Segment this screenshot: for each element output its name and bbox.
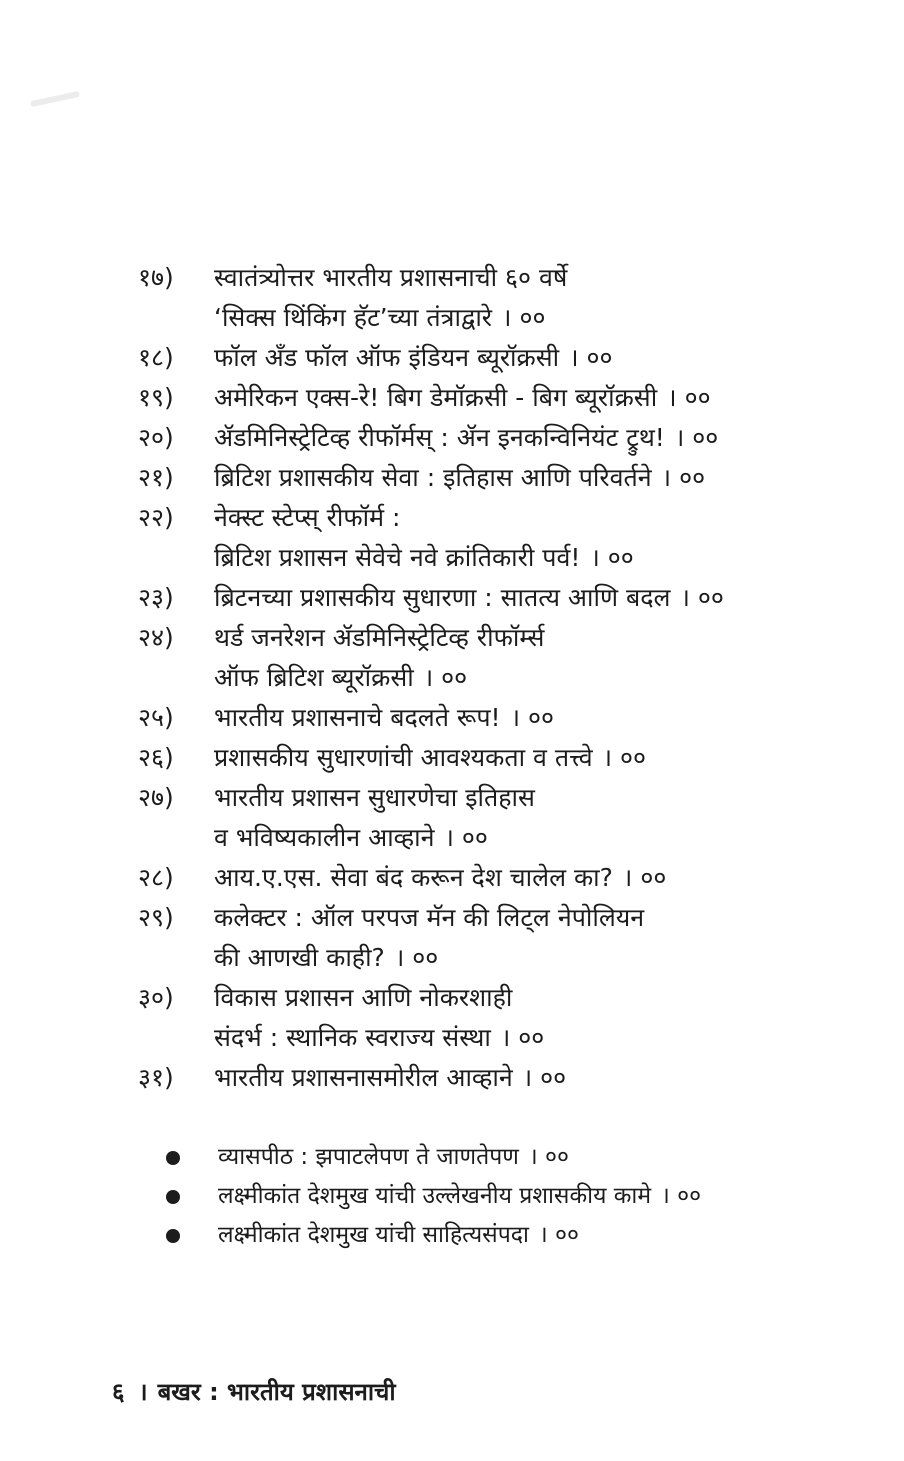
toc-entry-number: २७) — [138, 783, 174, 812]
toc-entry-title — [214, 258, 878, 338]
toc-title-line — [214, 818, 878, 858]
toc-page-number: । ०० — [522, 1063, 567, 1092]
toc-title-text: अमेरिकन एक्स-रे! बिग डेमॉक्रसी - बिग ब्यूरॉक्रसी — [214, 383, 658, 412]
bullet-icon — [166, 1229, 180, 1243]
toc-title-text: कलेक्टर : ऑल परपज मॅन की लिट्ल नेपोलियन — [214, 903, 645, 932]
page-number: ६ — [112, 1378, 125, 1406]
toc-title-line — [214, 658, 878, 698]
scan-mark — [30, 91, 80, 107]
toc-page-number: । ०० — [602, 743, 647, 772]
toc-page-number: । ०० — [569, 343, 613, 372]
toc-title-text: नेक्स्ट स्टेप्स् रीफॉर्म : — [214, 503, 401, 532]
toc-entry-number: १८) — [138, 343, 174, 372]
toc-title-line — [214, 778, 878, 818]
toc-entry-number: १९) — [138, 383, 174, 412]
toc-page-number: । ०० — [661, 463, 706, 492]
toc-page-number: । ०० — [444, 823, 488, 852]
toc-page-number: । ०० — [667, 383, 711, 412]
toc-entry — [138, 698, 878, 738]
toc-entry-number: १७) — [138, 263, 174, 292]
toc-entry-title — [214, 898, 878, 978]
toc-title-line — [214, 978, 878, 1018]
toc-entry-title — [214, 498, 878, 578]
toc-entry-title — [214, 698, 878, 738]
toc-entry-number: ३०) — [138, 983, 174, 1012]
toc-title-text: की आणखी काही? — [214, 943, 385, 972]
toc-entry-title — [214, 338, 878, 378]
toc-title-line — [214, 1018, 878, 1058]
bullet-icon — [166, 1190, 180, 1204]
toc-entry-number: २८) — [138, 863, 174, 892]
toc-entry-number: २३) — [138, 583, 174, 612]
toc-title-text: फॉल अँड फॉल ऑफ इंडियन ब्यूरॉक्रसी — [214, 343, 560, 372]
appendix-item-text: लक्ष्मीकांत देशमुख यांची उल्लेखनीय प्रशासकीय कामे — [218, 1183, 652, 1209]
toc-entry-title — [214, 778, 878, 858]
toc-entry-title — [214, 578, 878, 618]
toc-entry — [138, 378, 878, 418]
toc-page-number: । ०० — [680, 583, 724, 612]
toc-page-number: । ०० — [394, 943, 439, 972]
table-of-contents — [138, 258, 878, 1098]
toc-title-line — [214, 418, 878, 458]
toc-entry — [138, 858, 878, 898]
book-title: बखर : भारतीय प्रशासनाची — [157, 1378, 396, 1406]
appendix-page-number: । ०० — [538, 1222, 579, 1248]
toc-title-text: संदर्भ : स्थानिक स्वराज्य संस्था — [214, 1023, 491, 1052]
toc-page-number: । ०० — [423, 663, 468, 692]
toc-entry-number: २५) — [138, 703, 174, 732]
toc-title-text: ॲडमिनिस्ट्रेटिव्ह रीफॉर्मस् : ॲन इनकन्विनियंट ट्रुथ! — [214, 423, 665, 452]
toc-entry — [138, 738, 878, 778]
toc-entry — [138, 778, 878, 858]
toc-entry-number: २४) — [138, 623, 174, 652]
toc-entry-title — [214, 418, 878, 458]
toc-entry — [138, 258, 878, 338]
appendix-item — [160, 1177, 880, 1216]
toc-entry-number: २९) — [138, 903, 174, 932]
toc-title-line — [214, 578, 878, 618]
toc-entry-number: २६) — [138, 743, 174, 772]
toc-page-number: । ०० — [674, 423, 719, 452]
toc-entry — [138, 978, 878, 1058]
toc-page-number: । ०० — [510, 703, 555, 732]
page-footer — [112, 1375, 396, 1408]
toc-title-line — [214, 498, 878, 538]
toc-title-text: व भविष्यकालीन आव्हाने — [214, 823, 435, 852]
footer-separator: । — [138, 1378, 148, 1406]
bullet-icon — [166, 1151, 180, 1165]
toc-entry — [138, 418, 878, 458]
toc-title-text: भारतीय प्रशासनासमोरील आव्हाने — [214, 1063, 513, 1092]
appendix-item-text: व्यासपीठ : झपाटलेपण ते जाणतेपण — [218, 1144, 519, 1170]
appendix-item — [160, 1216, 880, 1255]
toc-title-text: भारतीय प्रशासन सुधारणेचा इतिहास — [214, 783, 535, 812]
toc-page-number: । ०० — [500, 1023, 545, 1052]
toc-title-line — [214, 538, 878, 578]
toc-title-line — [214, 938, 878, 978]
toc-page-number: । ०० — [502, 303, 546, 332]
toc-entry — [138, 1058, 878, 1098]
toc-entry-title — [214, 738, 878, 778]
toc-title-text: विकास प्रशासन आणि नोकरशाही — [214, 983, 513, 1012]
toc-title-line — [214, 338, 878, 378]
toc-title-text: ब्रिटिश प्रशासकीय सेवा : इतिहास आणि परिवर्तने — [214, 463, 652, 492]
toc-entry — [138, 618, 878, 698]
toc-title-text: ब्रिटिश प्रशासन सेवेचे नवे क्रांतिकारी पर्व! — [214, 543, 581, 572]
toc-title-text: आय.ए.एस. सेवा बंद करून देश चालेल का? — [214, 863, 613, 892]
toc-title-line — [214, 738, 878, 778]
toc-entry-title — [214, 858, 878, 898]
toc-title-text: स्वातंत्र्योत्तर भारतीय प्रशासनाची ६० वर्षे — [214, 263, 568, 292]
toc-title-text: प्रशासकीय सुधारणांची आवश्यकता व तत्त्वे — [214, 743, 593, 772]
toc-title-line — [214, 1058, 878, 1098]
toc-entry — [138, 898, 878, 978]
appendix-page-number: । ०० — [661, 1183, 702, 1209]
toc-title-text: ब्रिटनच्या प्रशासकीय सुधारणा : सातत्य आणि बदल — [214, 583, 671, 612]
toc-title-line — [214, 458, 878, 498]
toc-entry-title — [214, 458, 878, 498]
toc-title-text: ‘सिक्स थिंकिंग हॅट’च्या तंत्राद्वारे — [214, 303, 493, 332]
toc-entry-title — [214, 618, 878, 698]
toc-title-line — [214, 258, 878, 298]
toc-entry — [138, 458, 878, 498]
appendix-list — [160, 1138, 880, 1255]
toc-entry-number: २०) — [138, 423, 174, 452]
toc-title-line — [214, 618, 878, 658]
toc-entry — [138, 578, 878, 618]
toc-entry-title — [214, 978, 878, 1058]
toc-entry-number: २१) — [138, 463, 174, 492]
appendix-item-text: लक्ष्मीकांत देशमुख यांची साहित्यसंपदा — [218, 1222, 529, 1248]
toc-entry-title — [214, 378, 878, 418]
appendix-page-number: । ०० — [528, 1144, 569, 1170]
toc-title-line — [214, 378, 878, 418]
toc-title-text: थर्ड जनरेशन ॲडमिनिस्ट्रेटिव्ह रीफॉर्म्स — [214, 623, 545, 652]
toc-title-text: ऑफ ब्रिटिश ब्यूरॉक्रसी — [214, 663, 414, 692]
appendix-item — [160, 1138, 880, 1177]
toc-entry — [138, 338, 878, 378]
toc-title-line — [214, 298, 878, 338]
toc-page-number: । ०० — [590, 543, 634, 572]
toc-page-number: । ०० — [622, 863, 667, 892]
toc-title-text: भारतीय प्रशासनाचे बदलते रूप! — [214, 703, 501, 732]
toc-entry-number: २२) — [138, 503, 174, 532]
toc-entry-title — [214, 1058, 878, 1098]
toc-entry-number: ३१) — [138, 1063, 174, 1092]
toc-title-line — [214, 898, 878, 938]
toc-entry — [138, 498, 878, 578]
toc-title-line — [214, 858, 878, 898]
toc-title-line — [214, 698, 878, 738]
